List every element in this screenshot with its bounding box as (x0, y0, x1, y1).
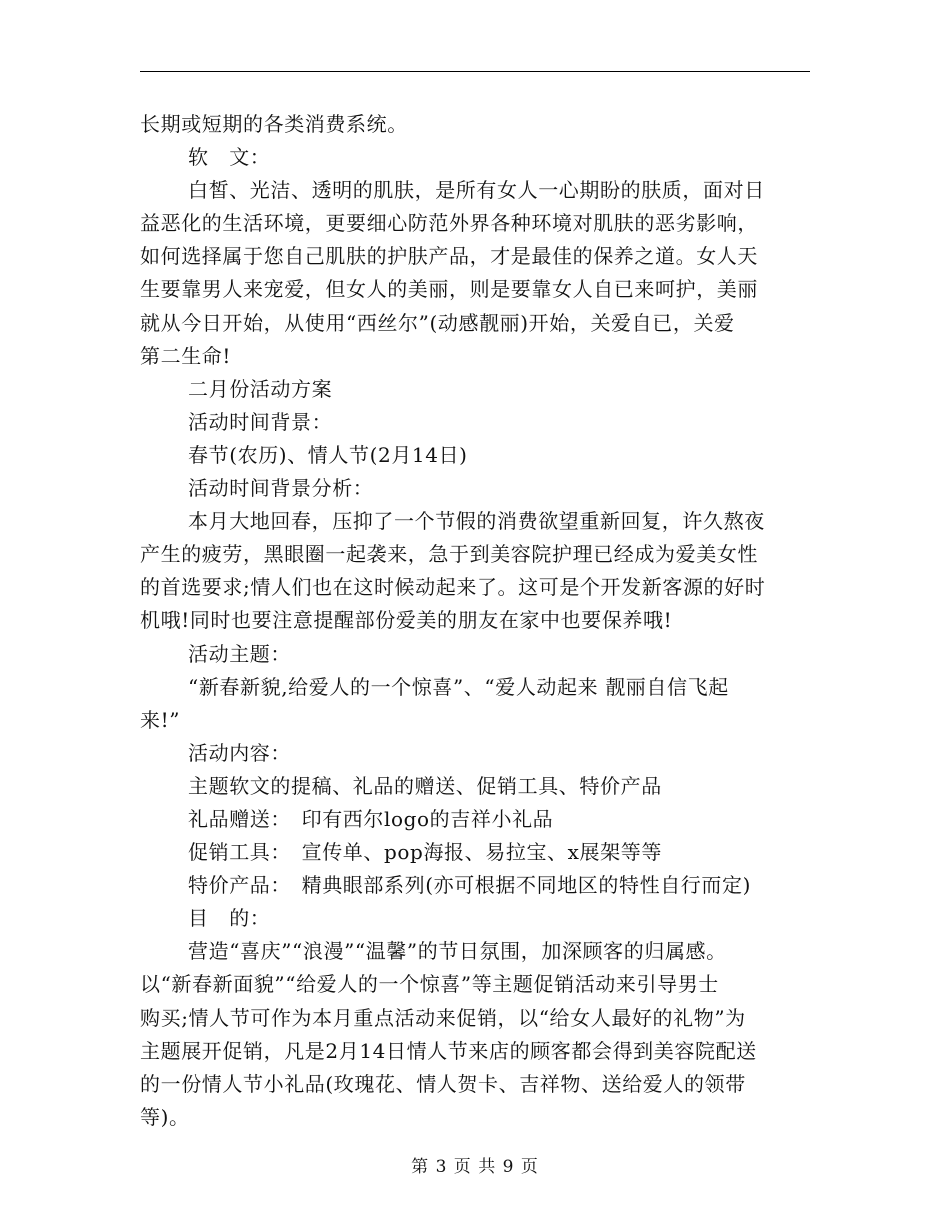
text-line: 主题展开促销，凡是2月14日情人节来店的顾客都会得到美容院配送 (140, 1038, 757, 1063)
text-line: 白皙、光洁、透明的肌肤，是所有女人一心期盼的肤质，面对日 (188, 178, 765, 203)
text-line: 礼品赠送： 印有西尔logo的吉祥小礼品 (188, 806, 554, 831)
text-line: 特价产品： 精典眼部系列(亦可根据不同地区的特性自行而定) (188, 873, 752, 898)
text-line: 第二生命! (140, 343, 232, 368)
text-line: 等)。 (140, 1104, 190, 1129)
text-line: 目 的： (188, 906, 271, 931)
text-line: “新春新貌,给爱人的一个惊喜”、“爱人动起来 靓丽自信飞起 (188, 674, 729, 699)
text-line: 主题软文的提稿、礼品的赠送、促销工具、特价产品 (188, 773, 662, 798)
text-line: 软 文： (188, 145, 271, 170)
text-line: 的首选要求;情人们也在这时候动起来了。这可是个开发新客源的好时 (140, 575, 766, 600)
text-line: 的一份情人节小礼品(玫瑰花、情人贺卡、吉祥物、送给爱人的领带 (140, 1071, 746, 1096)
text-line: 机哦!同时也要注意提醒部份爱美的朋友在家中也要保养哦! (140, 608, 673, 633)
text-line: 活动内容： (188, 740, 291, 765)
text-line: 生要靠男人来宠爱，但女人的美丽，则是要靠女人自已来呵护，美丽 (140, 277, 758, 302)
document-body (140, 108, 810, 1134)
text-line: 二月份活动方案 (188, 376, 333, 401)
text-line: 如何选择属于您自己肌肤的护肤产品，才是最佳的保养之道。女人天 (140, 244, 758, 269)
page-number: 第 3 页 共 9 页 (411, 1157, 539, 1177)
text-line: 益恶化的生活环境，更要细心防范外界各种环境对肌肤的恶劣影响， (140, 211, 758, 236)
text-line: 就从今日开始，从使用“西丝尔”(动感靓丽)开始，关爱自已，关爱 (140, 310, 735, 335)
text-line: 活动时间背景： (188, 409, 333, 434)
header-rule (140, 71, 810, 72)
text-line: 购买;情人节可作为本月重点活动来促销，以“给女人最好的礼物”为 (140, 1005, 746, 1030)
text-line: 长期或短期的各类消费系统。 (140, 112, 408, 136)
text-line: 本月大地回春，压抑了一个节假的消费欲望重新回复，许久熬夜 (188, 509, 765, 534)
text-line: 产生的疲劳，黑眼圈一起袭来，急于到美容院护理已经成为爱美女性 (140, 542, 758, 567)
text-line: 以“新春新面貌”“给爱人的一个惊喜”等主题促销活动来引导男士 (140, 972, 719, 997)
text-line: 活动时间背景分析： (188, 476, 374, 501)
text-line: 春节(农历)、情人节(2月14日) (188, 442, 468, 467)
text-line: 促销工具： 宣传单、pop海报、易拉宝、x展架等等 (188, 840, 662, 865)
text-line: 来!” (140, 707, 181, 732)
text-line: 活动主题： (188, 641, 291, 666)
text-line: 营造“喜庆”“浪漫”“温馨”的节日氛围，加深顾客的归属感。 (188, 939, 727, 964)
